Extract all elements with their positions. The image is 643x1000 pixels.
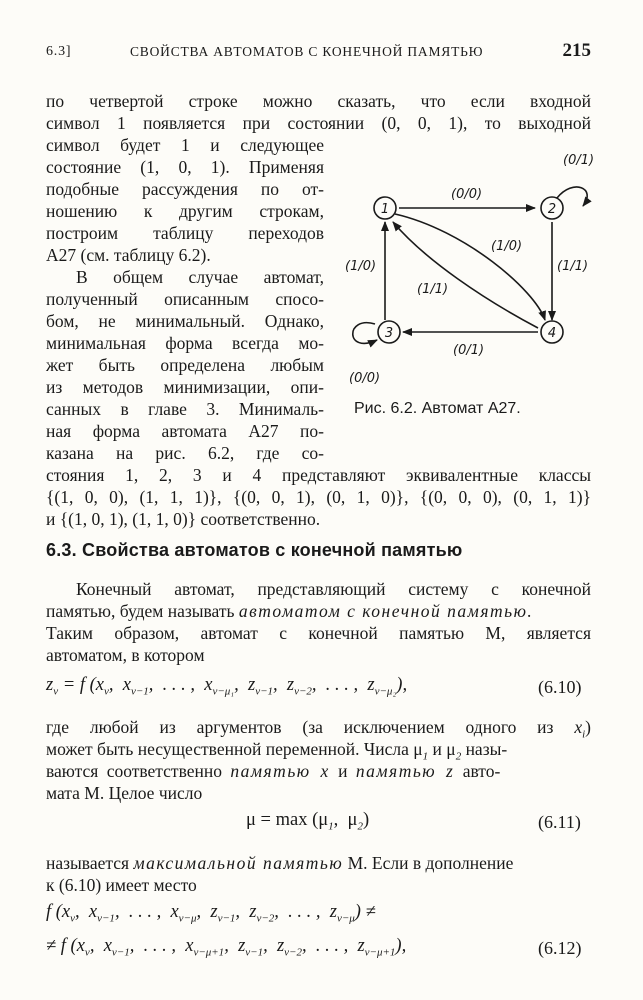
edge-4-1 <box>393 222 538 328</box>
text-line: А27 (см. таблицу 6.2). <box>46 245 211 265</box>
text-line: мата М. Целое число <box>46 783 203 803</box>
text-line: минимальная форма всегда мо- <box>46 333 324 353</box>
header-section-number: 6.3] <box>46 44 72 59</box>
edge-label: (0/0) <box>349 371 381 386</box>
text-span: ) <box>585 717 591 737</box>
text-span: может быть несущественной переменной. Числа <box>46 739 414 759</box>
equation-number: (6.12) <box>538 938 582 958</box>
page-number: 215 <box>562 40 591 61</box>
figure-caption: Рис. 6.2. Автомат А27. <box>354 400 521 417</box>
edge-loop-3 <box>353 323 377 344</box>
emphasis: памятью z <box>355 761 455 781</box>
text-line: по четвертой строке можно сказать, что если входной <box>46 91 591 111</box>
section-title: 6.3. Свойства автоматов с конечной памятью <box>46 540 463 560</box>
edge-label: (1/0) <box>345 259 377 274</box>
state-label: 2 <box>547 202 557 217</box>
equation-6-11: $\mu = \max (\mu_1$, $\mu_2$) <box>246 810 370 833</box>
text-line <box>46 600 591 622</box>
text-line: символ будет 1 и следующее <box>46 135 324 155</box>
edge-label: (1/0) <box>491 239 523 254</box>
text-line: где любой из аргументов (за исключением одного из $x_i$) <box>46 717 591 741</box>
text-line: может быть несущественной переменной. Числа $\mu_1$ и $\mu_2$ назы- <box>46 739 508 763</box>
text-line: из методов минимизации, опи- <box>46 377 324 397</box>
text-line: состояние (1, 0, 1). Применяя <box>46 157 324 177</box>
text-line: Таким образом, автомат с конечной памятью М, является <box>46 623 591 643</box>
equation-number: (6.11) <box>538 812 581 832</box>
equation-6-12-line1: f ($x_\nu$, $x_{\nu-1}$, . . . , $x_{\nu-\mu}$, $z_{\nu-1}$, $z_{\nu-2}$, . . . , $z_{\nu-\mu}$) ≠ <box>46 902 376 925</box>
edge-label: (1/1) <box>417 282 449 297</box>
text-line: к (6.10) имеет место <box>46 875 197 895</box>
emphasis: памятью x <box>230 761 330 781</box>
running-title: СВОЙСТВА АВТОМАТОВ С КОНЕЧНОЙ ПАМЯТЬЮ <box>130 44 484 59</box>
text-span: где любой из аргументов (за исключением одного из <box>46 717 575 737</box>
text-line: казана на рис. 6.2, где со- <box>46 443 324 463</box>
equation-6-12-line2: ≠ f ($x_\nu$, $x_{\nu-1}$, . . . , $x_{\nu-\mu+1}$, $z_{\nu-1}$, $z_{\nu-2}$, . . . , $z_{\nu-\mu+1}$), <box>46 936 407 959</box>
edge-label: (0/1) <box>563 153 595 168</box>
text-line: {(1, 0, 0), (1, 1, 1)}, {(0, 0, 1), (0, 1, 0)}, {(0, 0, 0), (0, 1, 1)} <box>46 487 591 507</box>
text-line: подобные рассуждения по от- <box>46 179 324 199</box>
text-span: называется <box>46 853 134 873</box>
edge-label: (1/1) <box>557 259 589 274</box>
text-span: и <box>428 739 447 759</box>
text-span: ваются соответственно <box>46 761 231 781</box>
text-line: бом, не минимальный. Однако, <box>46 311 324 331</box>
edge-1-4 <box>395 214 545 320</box>
text-span: авто- <box>454 761 501 781</box>
text-line: Конечный автомат, представляющий систему с конечной <box>76 579 591 599</box>
text-line: символ 1 появляется при состоянии (0, 0, 1), то выходной <box>46 113 591 133</box>
state-label: 4 <box>547 326 557 341</box>
text-span: назы- <box>461 739 508 759</box>
emphasis: максимальной памятью <box>133 853 344 873</box>
text-span: М. Если в дополнение <box>343 853 514 873</box>
state-label: 1 <box>380 202 390 217</box>
equation-6-10: $z_\nu = f$ ($x_\nu$, $x_{\nu-1}$, . . . , $x_{\nu-\mu_1}$, $z_{\nu-1}$, $z_{\nu-2}$, . . . , $z_{\nu-\mu_2}$), <box>46 675 408 698</box>
text-line: построим таблицу переходов <box>46 223 324 243</box>
text-line: В общем случае автомат, <box>76 267 324 287</box>
edge-label: (0/0) <box>451 187 483 202</box>
text-line: автоматом, в котором <box>46 645 205 665</box>
text-line <box>46 852 591 874</box>
text-span: памятью, будем называть <box>46 601 239 621</box>
text-line: жет быть определена любым <box>46 355 324 375</box>
emphasis: автоматом с конечной памятью. <box>238 601 534 621</box>
text-line: санных в главе 3. Минималь- <box>46 399 324 419</box>
text-line <box>46 760 591 782</box>
edge-label: (0/1) <box>453 343 485 358</box>
state-label: 3 <box>384 326 394 341</box>
text-line: стояния 1, 2, 3 и 4 представляют эквивалентные классы <box>46 465 591 485</box>
math-var: x <box>574 717 583 737</box>
text-line: полученный описанным спосо- <box>46 289 324 309</box>
text-line: ношению к другим строкам, <box>46 201 324 221</box>
text-span: и <box>329 761 356 781</box>
automaton-diagram <box>335 140 605 395</box>
equation-number: (6.10) <box>538 677 582 697</box>
text-line: и {(1, 0, 1), (1, 1, 0)} соответственно. <box>46 509 321 529</box>
text-line: ная форма автомата А27 по- <box>46 421 324 441</box>
